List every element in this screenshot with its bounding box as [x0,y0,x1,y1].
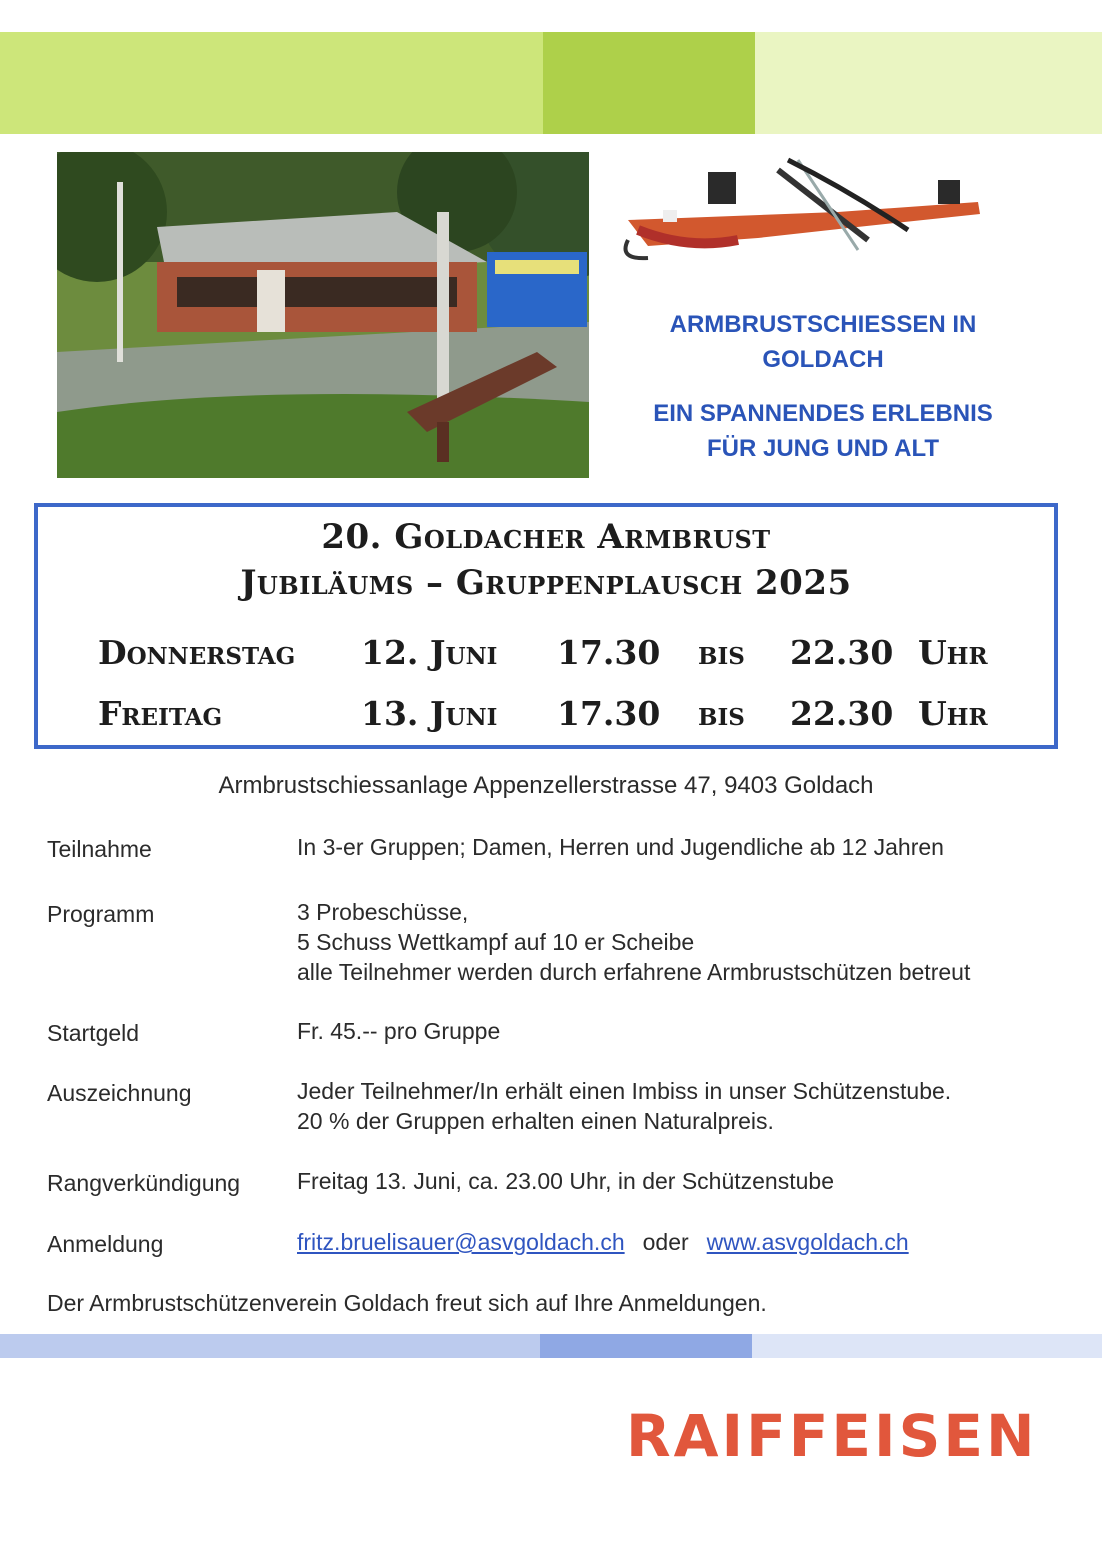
headline-secondary [598,396,1048,466]
headline-line-2: GOLDACH [762,346,884,373]
headline-primary [598,307,1048,377]
bottom-color-band [0,1334,1102,1358]
anmeldung-label: Anmeldung [47,1231,164,1257]
event-box [34,503,1058,749]
sponsor-logo: RAIFFEISEN [626,1402,1038,1470]
programm-line: alle Teilnehmer werden durch erfahrene Armbrustschützen betreut [297,959,971,985]
startgeld-value: Fr. 45.-- pro Gruppe [297,1018,501,1044]
oder-text: oder [642,1229,689,1255]
rangverkuendigung-label: Rangverkündigung [47,1170,241,1196]
headline-line-1: ARMBRUSTSCHIESSEN IN [669,311,977,338]
schedule-start: 17.30 [557,633,661,672]
schedule-bis: bis [698,633,745,672]
schedule-day: Freitag [98,694,223,733]
programm-value [297,897,970,987]
schedule-end: 22.30 [790,633,894,672]
headline-line-4: FÜR JUNG UND ALT [707,435,939,462]
teilnahme-label: Teilnahme [47,836,152,862]
schedule-date: 13. Juni [361,694,498,733]
schedule-end: 22.30 [790,694,894,733]
auszeichnung-line: 20 % der Gruppen erhalten einen Naturalpreis. [297,1108,774,1134]
event-title: 20. Goldacher Armbrust [321,517,771,557]
clubhouse-photo [57,152,589,478]
anmeldung-value [297,1227,909,1257]
event-subtitle: Jubiläums – Gruppenplausch 2025 [240,563,852,603]
closing-text: Der Armbrustschützenverein Goldach freut sich auf Ihre Anmeldungen. [47,1290,767,1316]
startgeld-label: Startgeld [47,1020,140,1046]
schedule-bis: bis [698,694,745,733]
website-link[interactable]: www.asvgoldach.ch [706,1229,909,1255]
programm-label: Programm [47,901,155,927]
rangverkuendigung-value: Freitag 13. Juni, ca. 23.00 Uhr, in der Schützenstube [297,1168,834,1194]
auszeichnung-line: Jeder Teilnehmer/In erhält einen Imbiss in unser Schützenstube. [297,1078,952,1104]
auszeichnung-label: Auszeichnung [47,1080,192,1106]
schedule-date: 12. Juni [361,633,498,672]
crossbow-illustration [608,150,998,270]
schedule-day: Donnerstag [98,633,296,672]
schedule-start: 17.30 [557,694,661,733]
email-link[interactable]: fritz.bruelisauer@asvgoldach.ch [297,1229,625,1255]
headline-line-3: EIN SPANNENDES ERLEBNIS [653,400,993,427]
auszeichnung-value [297,1076,951,1136]
teilnahme-value: In 3-er Gruppen; Damen, Herren und Jugendliche ab 12 Jahren [297,834,944,860]
top-color-band [0,32,1102,134]
schedule-uhr: Uhr [918,633,988,672]
venue-address: Armbrustschiessanlage Appenzellerstrasse 47, 9403 Goldach [218,772,874,799]
schedule-uhr: Uhr [918,694,988,733]
programm-line: 5 Schuss Wettkampf auf 10 er Scheibe [297,929,695,955]
programm-line: 3 Probeschüsse, [297,899,469,925]
